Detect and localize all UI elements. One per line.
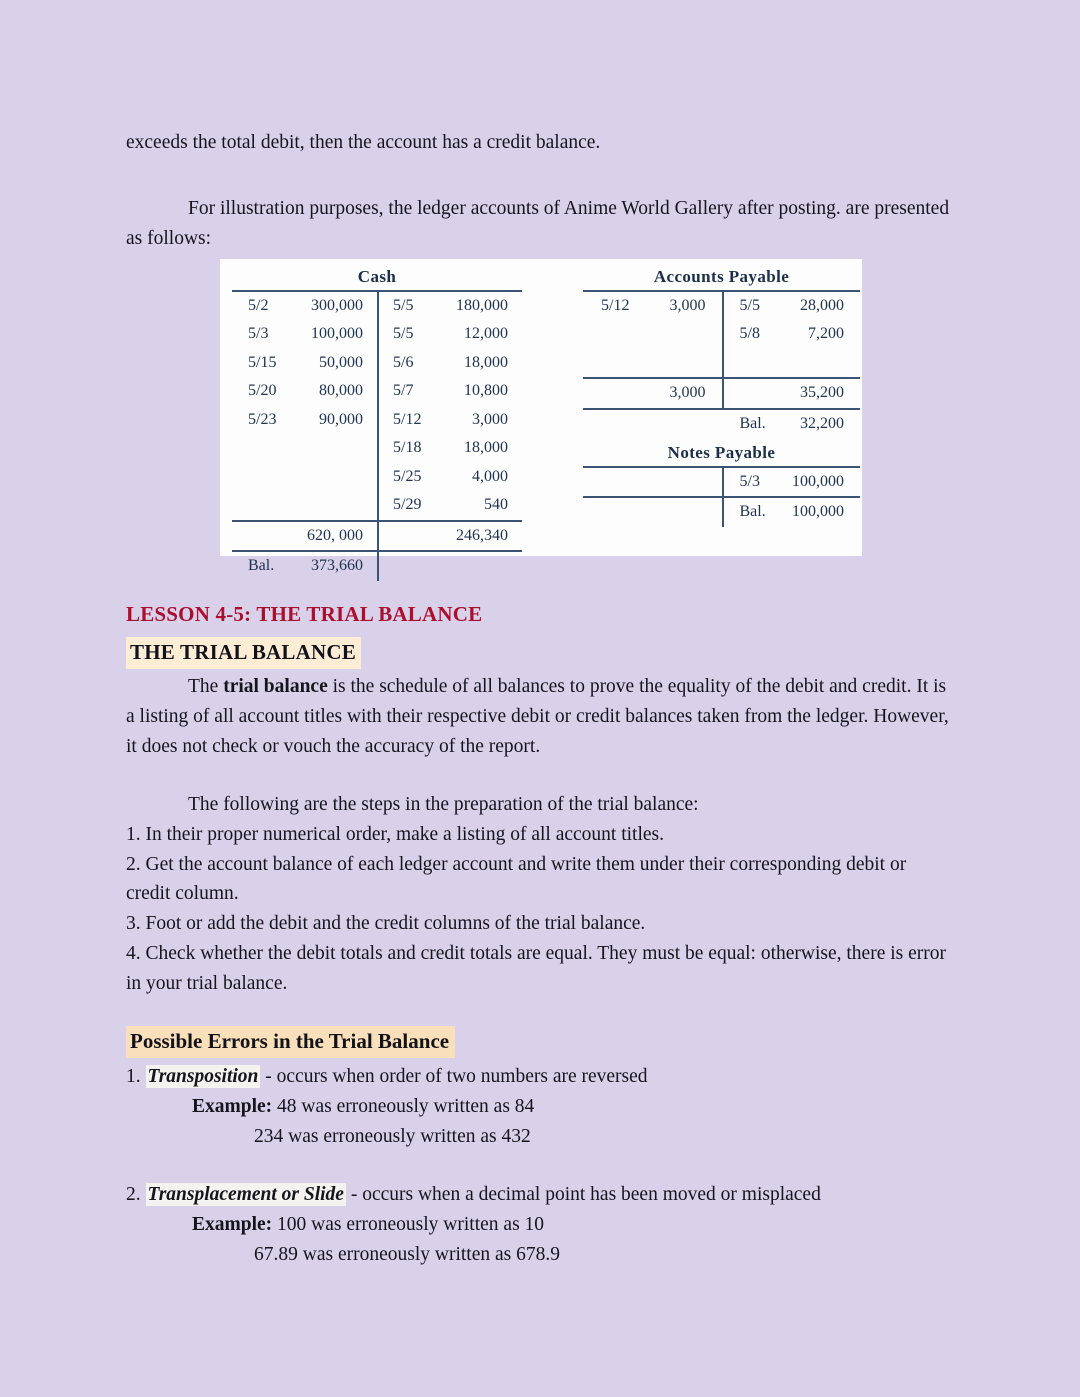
balance-label: Bal.	[739, 503, 766, 521]
entry-amount: 18,000	[463, 439, 508, 457]
t-account-divider	[377, 522, 379, 550]
example-label: Example:	[192, 1095, 273, 1117]
balance-row	[232, 552, 377, 580]
example-label: Example:	[192, 1213, 273, 1235]
entry-amount: 100,000	[310, 325, 363, 343]
t-account-body	[583, 468, 860, 496]
ledger-row	[377, 434, 522, 462]
t-account-cash	[232, 267, 522, 581]
debit-side	[583, 468, 722, 496]
t-account-divider	[722, 498, 724, 526]
debit-total-cell	[232, 522, 377, 550]
credit-side	[377, 292, 522, 520]
ledger-figure	[220, 259, 862, 575]
error-term: Transplacement or Slide	[147, 1184, 344, 1205]
t-account-divider	[722, 292, 724, 377]
error-definition-line	[126, 1062, 952, 1092]
ledger-row	[722, 292, 861, 320]
ledger-row	[377, 292, 522, 320]
ledger-row	[583, 292, 722, 320]
t-account-totals	[583, 379, 860, 407]
total-row	[232, 522, 377, 550]
debit-side	[583, 292, 722, 377]
intro-paragraphs	[126, 128, 952, 253]
trial-balance-paragraph	[126, 672, 952, 761]
entry-date: 5/3	[739, 473, 760, 490]
step-item: 3. Foot or add the debit and the credit columns of the trial balance.	[126, 913, 646, 935]
error-number: 1.	[126, 1066, 141, 1087]
error-definition: - occurs when order of two numbers are reversed	[260, 1066, 648, 1087]
illustration-paragraph: For illustration purposes, the ledger accounts of Anime World Gallery after posting. are presented as follows:	[126, 197, 950, 249]
entry-amount: 3,000	[471, 410, 508, 428]
step-item: 4. Check whether the debit totals and credit totals are equal. They must be equal: otherwise, there is error in your trial balance.	[126, 943, 946, 994]
error-example-second: 67.89 was erroneously written as 678.9	[254, 1243, 560, 1265]
balance-cell-debit	[583, 410, 722, 438]
ledger-row	[232, 349, 377, 377]
t-account-divider	[722, 379, 724, 407]
ledger-row	[722, 320, 861, 348]
ledger-row	[377, 463, 522, 491]
t-account-notes-payable	[583, 443, 860, 527]
credit-total-cell	[722, 379, 861, 407]
t-account-divider	[722, 468, 724, 496]
error-example-first	[126, 1210, 952, 1240]
entry-amount: 4,000	[471, 467, 508, 485]
balance-cell-credit	[377, 552, 522, 580]
credit-side	[722, 292, 861, 377]
entry-amount: 7,200	[807, 325, 844, 343]
entry-date: 5/8	[739, 325, 760, 343]
credit-total: 246,340	[455, 526, 508, 544]
entry-date: 5/23	[248, 410, 277, 428]
t-account-title: Cash	[357, 267, 397, 286]
ledger-row	[722, 468, 861, 496]
steps-intro: The following are the steps in the preparation of the trial balance:	[188, 794, 699, 815]
entry-date: 5/2	[248, 297, 269, 314]
balance-label: Bal.	[248, 557, 275, 575]
t-account-balance	[583, 410, 860, 438]
debit-total: 3,000	[669, 384, 706, 402]
t-account-title: Accounts Payable	[653, 267, 790, 286]
errors-heading: Possible Errors in the Trial Balance	[126, 1026, 455, 1058]
entry-date: 5/15	[248, 353, 277, 371]
credit-total: 35,200	[799, 384, 844, 402]
entry-amount: 180,000	[455, 297, 508, 314]
entry-amount: 12,000	[463, 325, 508, 343]
credit-side	[722, 468, 861, 496]
total-row	[583, 379, 722, 407]
ledger-row	[232, 406, 377, 434]
ledger-row	[377, 349, 522, 377]
ledger-row	[377, 320, 522, 348]
lesson-heading: LESSON 4-5: THE TRIAL BALANCE	[126, 602, 483, 626]
entry-date: 5/6	[393, 353, 414, 371]
step-item: 1. In their proper numerical order, make a listing of all account titles.	[126, 823, 664, 845]
credit-total-cell	[377, 522, 522, 550]
balance-cell-credit	[722, 410, 861, 438]
ledger-row	[377, 377, 522, 405]
t-account-balance	[583, 498, 860, 526]
t-account-title: Notes Payable	[667, 443, 776, 462]
error-example-first	[126, 1092, 952, 1122]
total-row	[377, 522, 522, 550]
entry-date: 5/25	[393, 467, 422, 485]
t-account-body	[583, 292, 860, 377]
t-account-divider	[377, 292, 379, 520]
t-account-balance	[232, 552, 522, 580]
total-row	[722, 379, 861, 407]
balance-cell-debit	[583, 498, 722, 526]
tb-bold-term: trial balance	[223, 676, 328, 697]
balance-cell-credit	[722, 498, 861, 526]
tb-lead: The	[188, 676, 224, 697]
trial-balance-text	[126, 672, 952, 761]
t-account-accounts-payable	[583, 267, 860, 438]
entry-amount: 90,000	[318, 410, 363, 428]
error-number: 2.	[126, 1184, 141, 1205]
error-item-2	[126, 1180, 952, 1269]
entry-date: 5/7	[393, 382, 414, 400]
entry-amount: 18,000	[463, 353, 508, 371]
balance-cell-debit	[232, 552, 377, 580]
balance-label: Bal.	[739, 414, 766, 432]
tb-rest: is the schedule of all balances to prove the equality of the debit and credit. It is a listing of all account titles with their respective debit or credit balances taken from the ledger. However, it does not check or vouch the accuracy of the report.	[126, 676, 949, 757]
example-text: 48 was erroneously written as 84	[272, 1095, 535, 1117]
entry-date: 5/18	[393, 439, 422, 457]
ledger-row	[377, 491, 522, 519]
entry-amount: 100,000	[791, 473, 844, 490]
entry-date: 5/5	[739, 297, 760, 314]
entry-date: 5/3	[248, 325, 269, 343]
entry-date: 5/5	[393, 297, 414, 314]
balance-amount: 373,660	[310, 557, 363, 575]
debit-side	[232, 292, 377, 520]
t-account-divider	[377, 552, 379, 580]
ledger-row	[232, 292, 377, 320]
entry-amount: 300,000	[310, 297, 363, 314]
section-subheading: THE TRIAL BALANCE	[126, 637, 361, 669]
continuation-sentence: exceeds the total debit, then the account has a credit balance.	[126, 132, 601, 153]
entry-date: 5/29	[393, 496, 422, 514]
balance-row	[722, 410, 861, 438]
t-account-body	[232, 292, 522, 520]
debit-total: 620, 000	[306, 526, 363, 544]
entry-date: 5/12	[393, 410, 422, 428]
example-text: 100 was erroneously written as 10	[272, 1213, 545, 1235]
entry-amount: 80,000	[318, 382, 363, 400]
entry-amount: 3,000	[669, 297, 706, 314]
ledger-row	[232, 320, 377, 348]
ledger-row	[232, 377, 377, 405]
t-account-totals	[232, 522, 522, 550]
balance-row	[722, 498, 861, 526]
balance-amount: 100,000	[791, 503, 844, 521]
entry-amount: 540	[483, 496, 508, 514]
steps-section	[126, 790, 952, 999]
entry-date: 5/20	[248, 382, 277, 400]
ledger-row	[377, 406, 522, 434]
error-example-second: 234 was erroneously written as 432	[254, 1125, 531, 1147]
error-definition-line	[126, 1180, 952, 1210]
entry-amount: 50,000	[318, 353, 363, 371]
step-item: 2. Get the account balance of each ledger account and write them under their corresponding debit or credit column.	[126, 853, 907, 905]
error-term: Transposition	[147, 1066, 259, 1087]
entry-amount: 10,800	[463, 382, 508, 400]
balance-amount: 32,200	[799, 414, 844, 432]
entry-date: 5/5	[393, 325, 414, 343]
entry-date: 5/12	[601, 297, 630, 314]
debit-total-cell	[583, 379, 722, 407]
error-definition: - occurs when a decimal point has been moved or misplaced	[345, 1184, 821, 1205]
error-item-1	[126, 1062, 952, 1151]
entry-amount: 28,000	[799, 297, 844, 314]
